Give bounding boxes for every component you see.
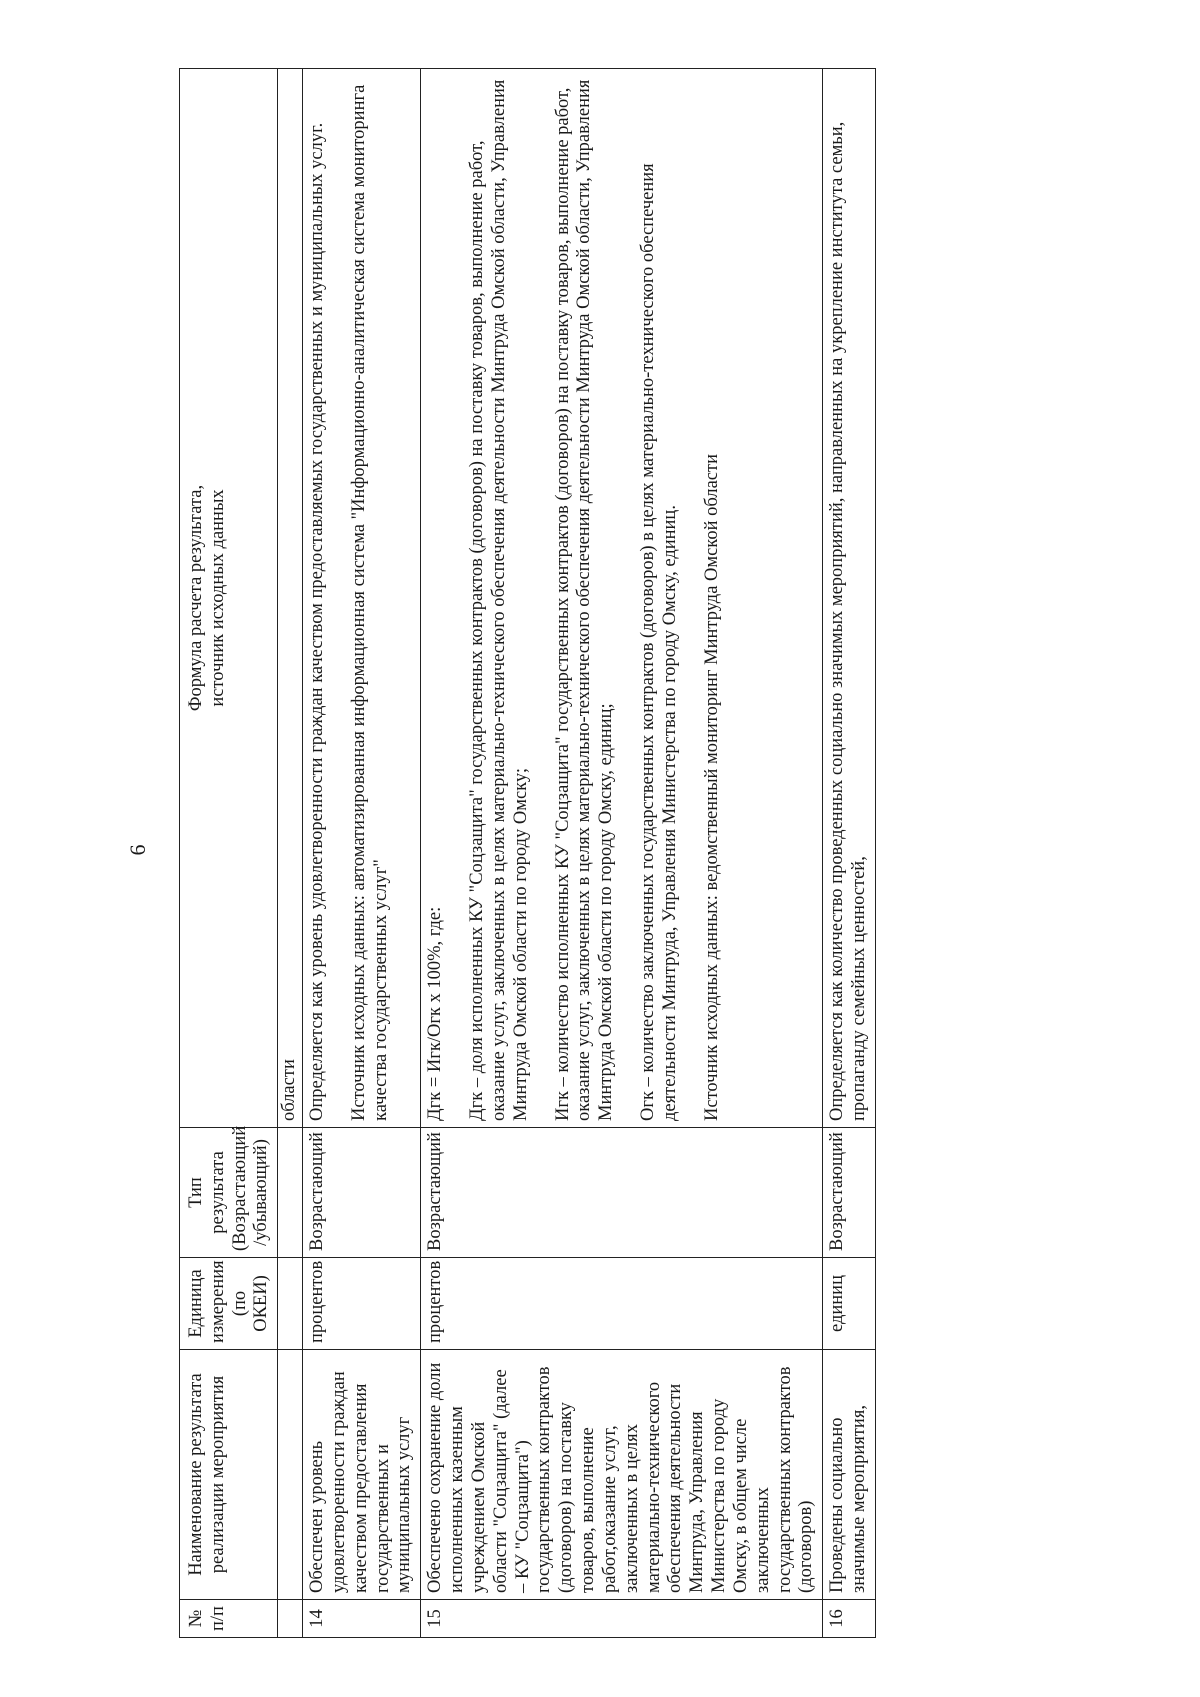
- formula-paragraph: Игк – количество исполненных КУ "Соцзащита" государственных контрактов (договоров) на поставку товаров, выполнение работ, оказание услуг, заключенных в целях материально-технического обеспечения деятельности Минтруда Омской области, Управления Минтруда Омской области по городу Омску, единиц;: [552, 79, 617, 1121]
- continuation-num: [278, 1600, 303, 1638]
- header-type: Тип результата (Возрастающий /убывающий): [180, 1128, 278, 1258]
- header-row: [180, 69, 278, 1638]
- continuation-row: [278, 69, 303, 1638]
- page-number: 6: [125, 844, 150, 856]
- row-num: 16: [823, 1600, 876, 1638]
- formula-source: Источник исходных данных: автоматизированная информационная система "Информационно-аналитическая система мониторинга качества государственных услуг": [348, 84, 391, 1121]
- formula-paragraph: Дгк – доля исполненных КУ "Соцзащита" государственных контрактов (договоров) на поставку товаров, выполнение работ, оказание услуг, заключенных в целях материально-технического обеспечения деятельности Минтруда Омской области, Управления Минтруда Омской области по городу Омску;: [467, 79, 531, 1121]
- formula-source: Источник исходных данных: ведомственный мониторинг Минтруда Омской области: [701, 454, 722, 1121]
- row-type: Возрастающий: [303, 1128, 421, 1258]
- continuation-name: [278, 1350, 303, 1600]
- continuation-formula: области: [278, 69, 303, 1128]
- row-formula: [421, 69, 823, 1128]
- table-row: [303, 69, 421, 1638]
- row-unit: процентов: [303, 1258, 421, 1350]
- row-type: Возрастающий: [421, 1128, 823, 1258]
- header-name: Наименование результата реализации мероприятия: [180, 1350, 278, 1600]
- row-name: Обеспечен уровень удовлетворенности граждан качеством предоставления государственных и муниципальных услуг: [303, 1350, 421, 1600]
- header-unit: Единица измерения (по ОКЕИ): [180, 1258, 278, 1350]
- table-row: [823, 69, 876, 1638]
- row-formula: Определяется как количество проведенных социально значимых мероприятий, направленных на укрепление института семьи, пропаганду семейных ценностей,: [823, 69, 876, 1128]
- row-unit: процентов: [421, 1258, 823, 1350]
- row-type: Возрастающий: [823, 1128, 876, 1258]
- header-formula: Формула расчета результата, источник исходных данных: [180, 69, 278, 1128]
- rotated-table-container: [179, 68, 1105, 1638]
- header-num: № п/п: [180, 1600, 278, 1638]
- continuation-type: [278, 1128, 303, 1258]
- row-num: 15: [421, 1600, 823, 1638]
- continuation-unit: [278, 1258, 303, 1350]
- table-row: [421, 69, 823, 1638]
- row-unit: единиц: [823, 1258, 876, 1350]
- results-table: [179, 68, 876, 1638]
- row-name: Обеспечено сохранение доли исполненных казенным учреждением Омской области "Соцзащита" (далее – КУ "Соцзащита") государственных контрактов (договоров) на поставку товаров, выполнение работ,оказание услуг, заключенных в целях материально-технического обеспечения деятельности Минтруда, Управления Министерства по городу Омску, в общем числе заключенных государственных контрактов (договоров): [421, 1350, 823, 1600]
- formula-equation: Дгк = Игк/Огк х 100%, где:: [425, 906, 446, 1121]
- row-formula: [303, 69, 421, 1128]
- formula-paragraph: Определяется как уровень удовлетворенности граждан качеством предоставляемых государственных и муниципальных услуг.: [307, 122, 328, 1121]
- row-num: 14: [303, 1600, 421, 1638]
- formula-paragraph: Огк – количество заключенных государственных контрактов (договоров) в целях материально-технического обеспечения деятельности Минтруда, Управления Министерства по городу Омску, единиц.: [638, 163, 680, 1121]
- row-name: Проведены социально значимые мероприятия,: [823, 1350, 876, 1600]
